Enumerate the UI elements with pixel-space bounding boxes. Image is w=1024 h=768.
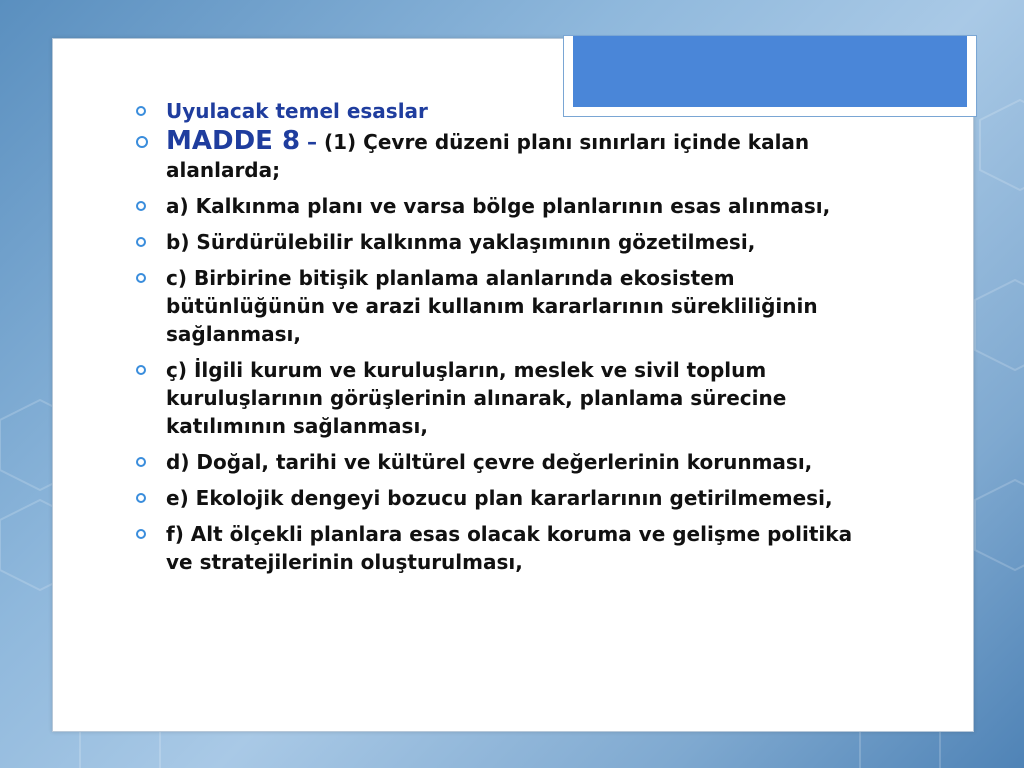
bullet-icon — [136, 493, 146, 503]
slide-heading: Uyulacak temel esaslar — [166, 99, 428, 123]
list-item-text: a) Kalkınma planı ve varsa bölge planlarının esas alınması, — [166, 194, 831, 218]
list-item — [130, 484, 870, 512]
list-item — [130, 192, 870, 220]
list-item-text: f) Alt ölçekli planlara esas olacak koruma ve gelişme politika ve stratejilerinin oluşturulması, — [166, 522, 853, 574]
madde-dash: – — [307, 130, 318, 154]
list-item-text: e) Ekolojik dengeyi bozucu plan kararlarının getirilmemesi, — [166, 486, 833, 510]
list-item — [130, 356, 870, 440]
slide-content-list — [130, 97, 870, 584]
heading-item — [130, 97, 870, 125]
list-item-text: d) Doğal, tarihi ve kültürel çevre değerlerinin korunması, — [166, 450, 813, 474]
madde-item — [130, 127, 870, 184]
madde-label: MADDE 8 — [166, 126, 301, 156]
list-item — [130, 448, 870, 476]
bullet-icon — [136, 237, 146, 247]
list-item-text: c) Birbirine bitişik planlama alanlarında ekosistem bütünlüğünün ve arazi kullanım kararlarının sürekliliğinin sağlanması, — [166, 266, 818, 346]
list-item-text: ç) İlgili kurum ve kuruluşların, meslek ve sivil toplum kuruluşlarının görüşlerinin alınarak, planlama sürecine katılımının sağlanması, — [166, 358, 787, 438]
bullet-icon — [136, 106, 146, 116]
list-item — [130, 228, 870, 256]
bullet-icon — [136, 201, 146, 211]
bullet-icon — [136, 365, 146, 375]
bullet-icon — [136, 136, 148, 148]
bullet-icon — [136, 529, 146, 539]
list-item-text: b) Sürdürülebilir kalkınma yaklaşımının gözetilmesi, — [166, 230, 756, 254]
list-item — [130, 520, 870, 576]
list-item — [130, 264, 870, 348]
bullet-icon — [136, 457, 146, 467]
madde-text: (1) Çevre düzeni planı sınırları içinde kalan alanlarda; — [166, 130, 810, 182]
bullet-icon — [136, 273, 146, 283]
